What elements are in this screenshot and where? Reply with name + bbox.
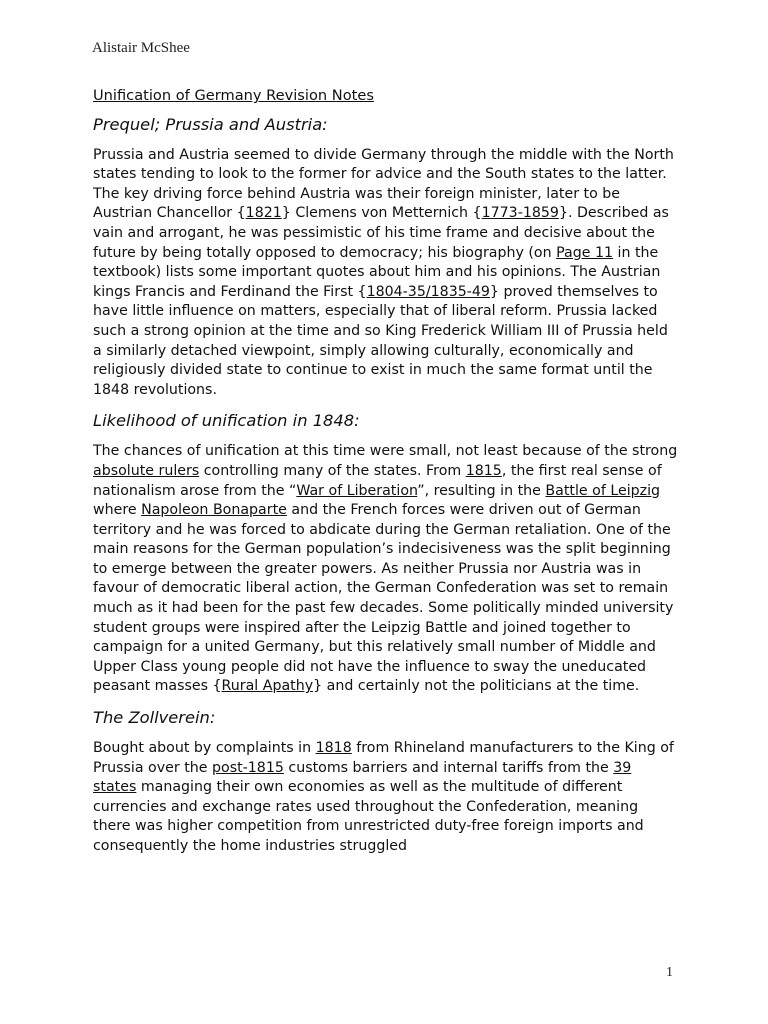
underlined-term: Battle of Leipzig — [545, 482, 661, 499]
paragraph-text: } and certainly not the politicians at the time. — [313, 678, 640, 695]
underlined-term: War of Liberation — [296, 482, 418, 499]
section-paragraph-zollverein — [93, 739, 678, 857]
paragraph-text: The chances of unification at this time were small, not least because of the strong — [93, 443, 678, 460]
underlined-term: Rural Apathy — [221, 678, 314, 695]
document-body — [93, 86, 678, 867]
paragraph-text: } proved themselves to have little influence on matters, especially that of liberal reform. Prussia lacked such a strong opinion at the time and so King Frederick William III of Prussia held a similarly detached viewpoint, simply allowing culturally, economically and religiously divided state to continue to exist in much the same format until the 1848 revolutions. — [93, 283, 668, 398]
page-number: 1 — [666, 965, 673, 980]
paragraph-text: Bought about by complaints in — [93, 740, 316, 757]
underlined-term: Napoleon Bonaparte — [141, 502, 287, 519]
underlined-term: post-1815 — [212, 759, 284, 776]
paragraph-text: , the first real sense of nationalism arose from the “ — [93, 462, 662, 499]
section-paragraph-likelihood — [93, 442, 678, 697]
paragraph-text: } Clemens von Metternich { — [281, 205, 482, 222]
paragraph-text: ”, resulting in the — [417, 482, 546, 499]
document-title: Unification of Germany Revision Notes — [93, 87, 374, 104]
underlined-term: Page 11 — [556, 244, 614, 261]
paragraph-text: and the French forces were driven out of German territory and he was forced to abdicate during the German retaliation. One of the main reasons for the German population’s indecisiveness was the split beginning to emerge between the greater powers. As neither Prussia nor Austria was in favour of democratic liberal action, the German Confederation was set to remain much as it had been for the past few decades. Some politically minded university student groups were inspired after the Leipzig Battle and joined together to campaign for a united Germany, but this relatively small number of Middle and Upper Class young people did not have the influence to sway the uneducated peasant masses { — [93, 502, 674, 695]
underlined-term: 39 states — [93, 759, 632, 796]
section-paragraph-prequel — [93, 146, 678, 401]
underlined-term: 1773-1859 — [481, 205, 559, 222]
paragraph-text: customs barriers and internal tariffs from the — [283, 759, 614, 776]
underlined-term: absolute rulers — [93, 462, 200, 479]
paragraph-text: managing their own economies as well as the multitude of different currencies and exchange rates used throughout the Confederation, meaning there was higher competition from unrestricted duty-free foreign imports and consequently the home industries struggled — [93, 779, 644, 854]
section-heading-zollverein: The Zollverein: — [93, 708, 216, 728]
underlined-term: 1818 — [315, 740, 352, 757]
paragraph-text: in the textbook) lists some important quotes about him and his opinions. The Austrian kings Francis and Ferdinand the First { — [93, 244, 661, 300]
paragraph-text: from Rhineland manufacturers to the King of Prussia over the — [93, 740, 674, 776]
underlined-term: 1804-35/1835-49 — [366, 283, 490, 300]
paragraph-text: controlling many of the states. From — [199, 462, 466, 479]
underlined-term: 1815 — [465, 462, 502, 479]
author-name: Alistair McShee — [92, 40, 190, 56]
underlined-term: 1821 — [245, 205, 282, 222]
section-heading-prequel: Prequel; Prussia and Austria: — [93, 114, 328, 134]
section-heading-likelihood: Likelihood of unification in 1848: — [93, 411, 360, 431]
paragraph-text: }. Described as vain and arrogant, he was pessimistic of his time frame and decisive about the future by being totally opposed to democracy; his biography (on — [93, 205, 669, 261]
paragraph-text: where — [93, 502, 142, 519]
paragraph-text: Prussia and Austria seemed to divide Germany through the middle with the North states tending to look to the former for advice and the South states to the latter. The key driving force behind Austria was their foreign minister, later to be Austrian Chancellor { — [93, 146, 674, 222]
